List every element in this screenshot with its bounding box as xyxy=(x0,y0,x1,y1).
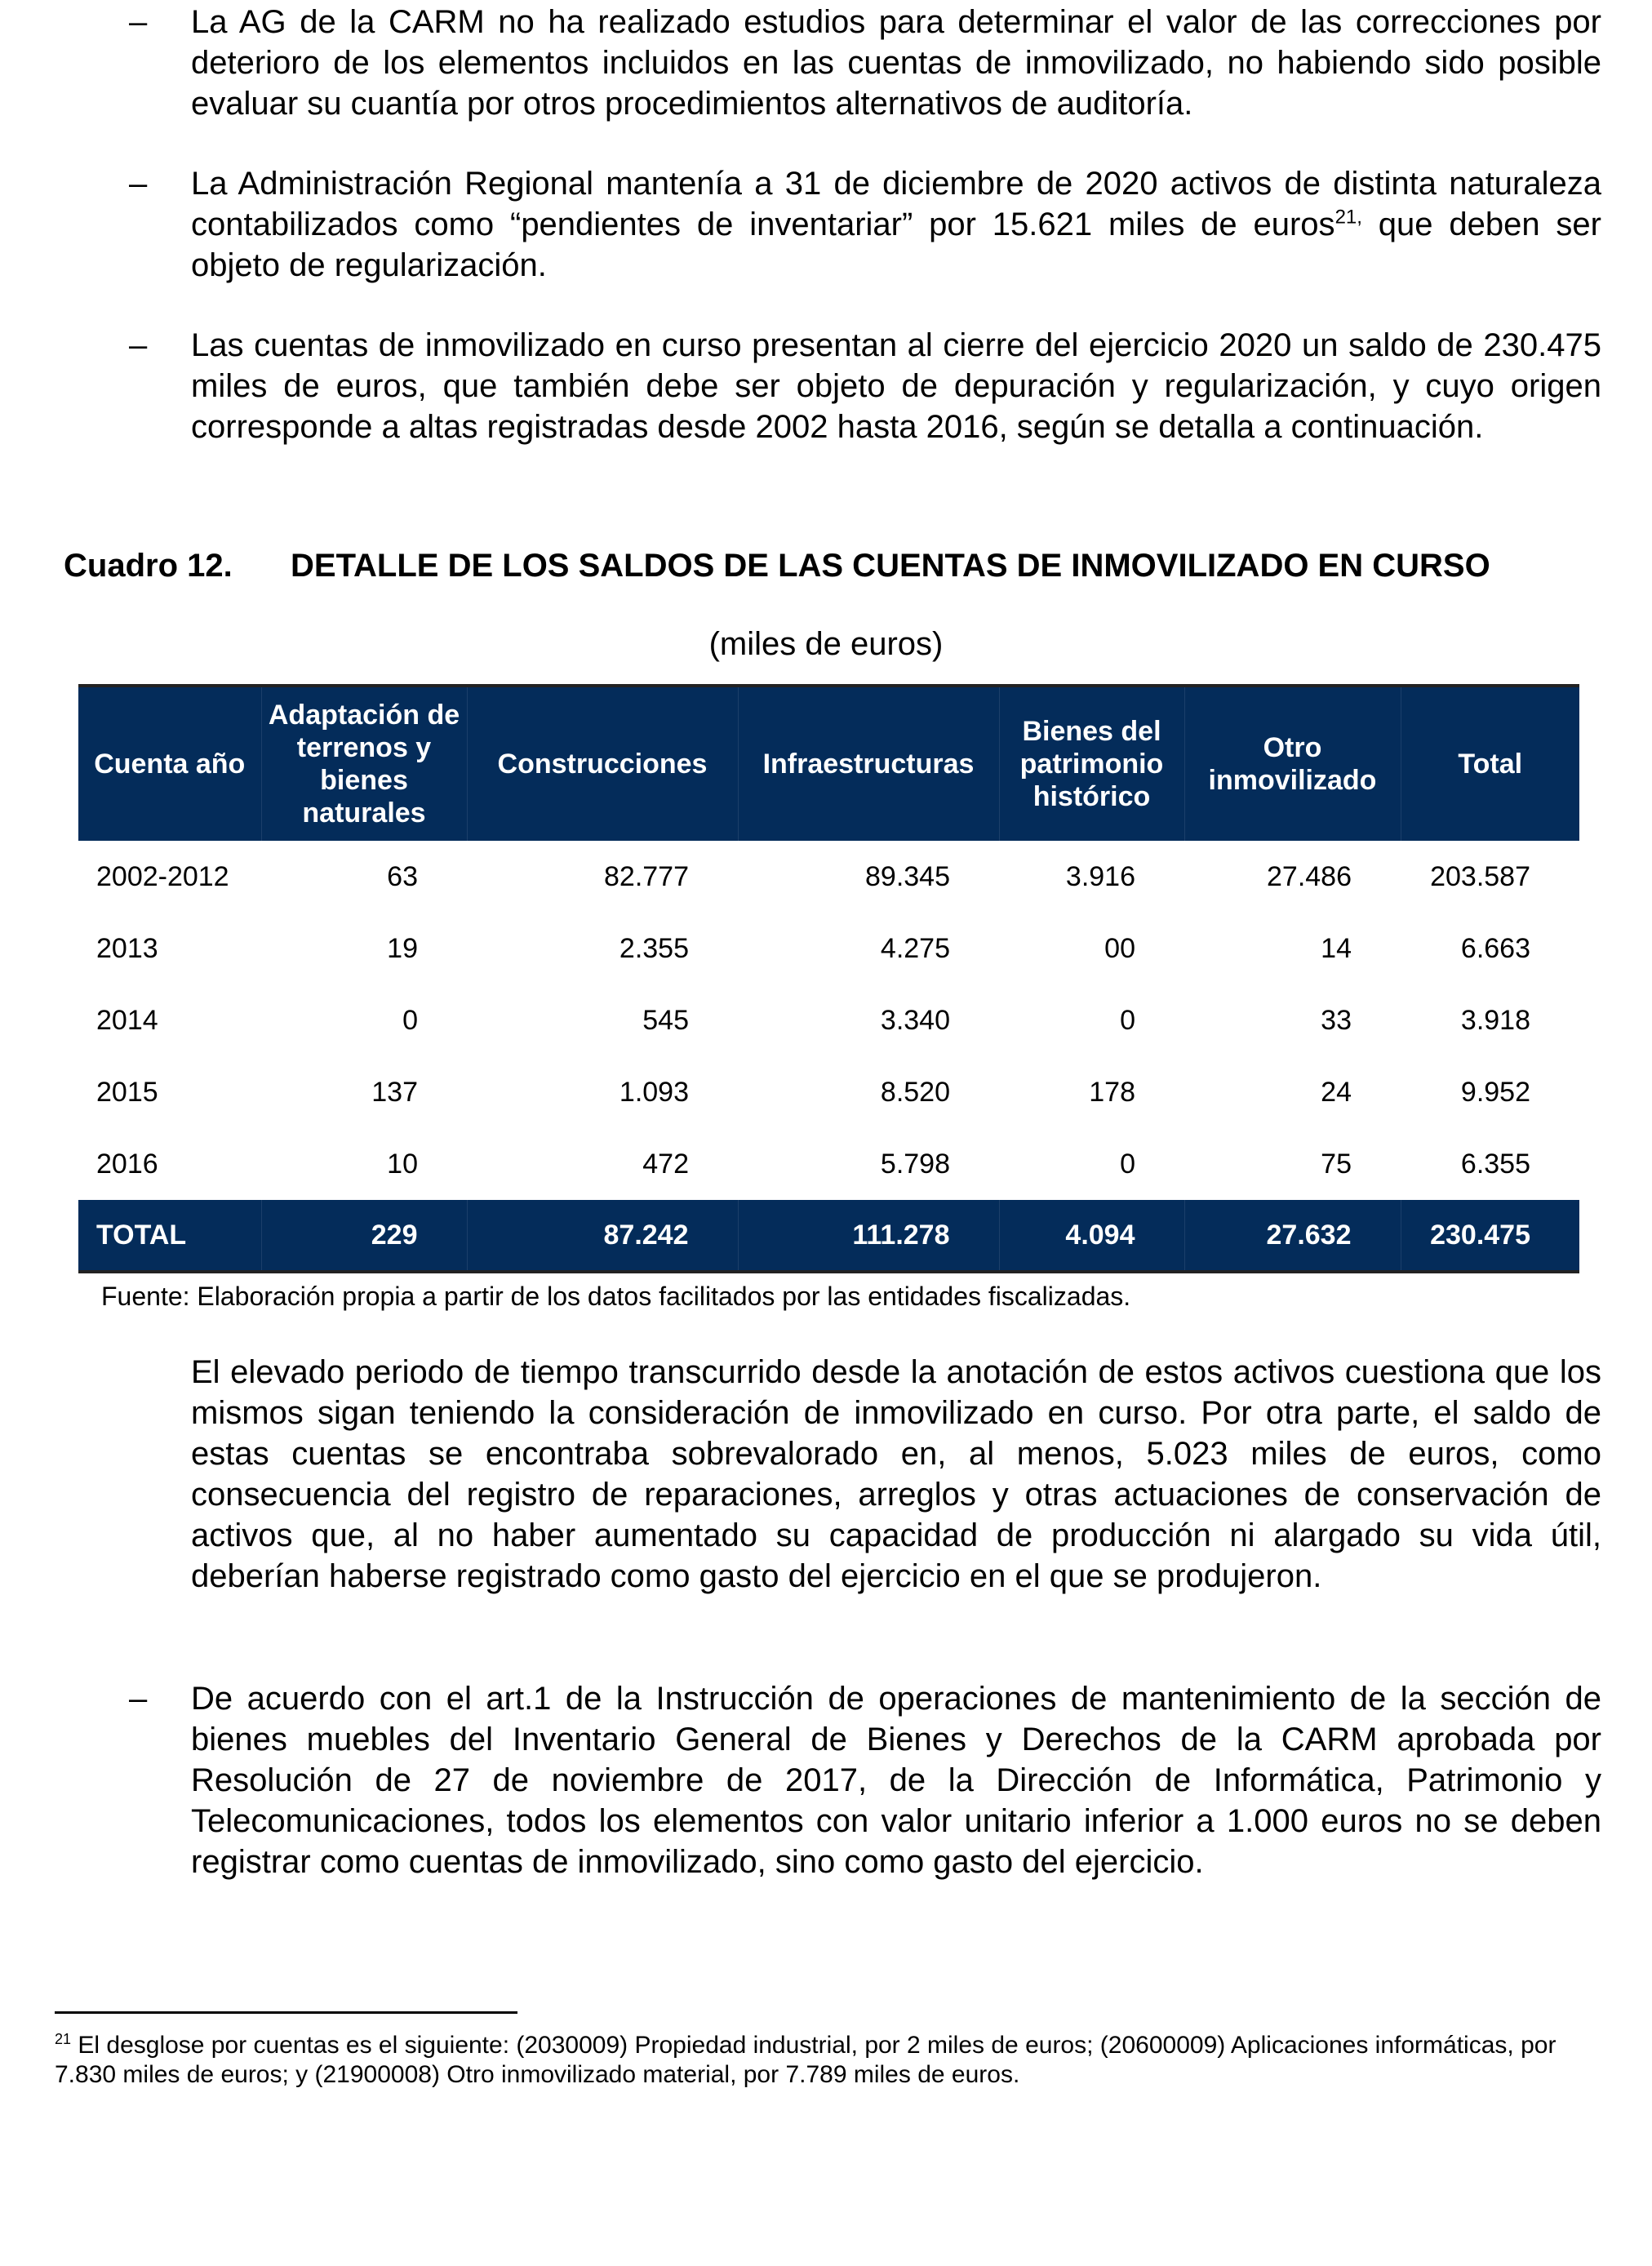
table-title-text: DETALLE DE LOS SALDOS DE LAS CUENTAS DE INMOVILIZADO EN CURSO xyxy=(291,548,1490,584)
table-cell: 137 xyxy=(371,1076,418,1108)
bullet-text: que deben ser objeto de regularización. xyxy=(191,207,1602,283)
table-cell: 19 xyxy=(387,932,418,964)
bullet-paragraph: La AG de la CARM no ha realizado estudios para determinar el valor de las correcciones por deterioro de los elementos incluidos en las cuentas de inmovilizado, no habiendo sido posible evaluar su cuantía por otros procedimientos alternativos de auditoría. xyxy=(191,4,1601,122)
bullet-paragraph xyxy=(191,163,1601,286)
table-units: (miles de euros) xyxy=(708,626,944,662)
table-row xyxy=(78,913,1579,984)
table-cell: 0 xyxy=(402,1004,418,1036)
bullet-dash: – xyxy=(129,1681,148,1717)
table-cell: 6.663 xyxy=(1460,932,1530,964)
total-cell: 4.094 xyxy=(999,1200,1184,1272)
table-row xyxy=(78,1128,1579,1200)
table-cell: 2013 xyxy=(96,932,158,964)
table-cell: 1.093 xyxy=(619,1076,689,1108)
table-cell: 3.916 xyxy=(1065,860,1135,892)
table-cell: 10 xyxy=(387,1148,418,1180)
table-source: Fuente: Elaboración propia a partir de los datos facilitados por las entidades fiscalizadas. xyxy=(101,1282,1131,1311)
total-cell: TOTAL xyxy=(78,1200,261,1272)
column-header: Adaptación de terrenos y bienes naturales xyxy=(261,686,467,841)
table-cell: 2.355 xyxy=(619,932,689,964)
table-total-row xyxy=(78,1200,1579,1272)
table-cell: 0 xyxy=(1120,1148,1135,1180)
footnote-separator xyxy=(55,2011,517,2014)
footnote-number: 21 xyxy=(55,2031,72,2047)
table-cell: 82.777 xyxy=(604,860,689,892)
table-cell: 14 xyxy=(1321,932,1352,964)
bullet-paragraph: De acuerdo con el art.1 de la Instrucción de operaciones de mantenimiento de la sección de bienes muebles del Inventario General de Bienes y Derechos de la CARM aprobada por Resolución de 27 de noviembre de 2017, de la Dirección de Informática, Patrimonio y Telecomunicaciones, todos los elementos con valor unitario inferior a 1.000 euros no se deben registrar como cuentas de inmovilizado, sino como gasto del ejercicio. xyxy=(191,1681,1601,1880)
column-header: Infraestructuras xyxy=(738,686,999,841)
table-cell: 6.355 xyxy=(1460,1148,1530,1180)
table-title xyxy=(64,545,1490,586)
table-cell: 472 xyxy=(642,1148,689,1180)
column-header: Cuenta año xyxy=(78,686,261,841)
column-header: Bienes del patrimonio histórico xyxy=(999,686,1184,841)
table-row xyxy=(78,984,1579,1056)
table-row xyxy=(78,841,1579,913)
bullet-dash: – xyxy=(129,4,148,40)
table-cell: 2015 xyxy=(96,1076,158,1108)
table-cell: 2014 xyxy=(96,1004,158,1036)
table-cell: 203.587 xyxy=(1430,860,1530,892)
table-cell: 3.340 xyxy=(880,1004,950,1036)
footnote xyxy=(55,2031,1601,2090)
table-cell: 178 xyxy=(1089,1076,1135,1108)
column-header: Total xyxy=(1401,686,1579,841)
total-cell: 27.632 xyxy=(1184,1200,1401,1272)
table-cell: 5.798 xyxy=(880,1148,950,1180)
table-cell: 89.345 xyxy=(865,860,950,892)
table-cell: 0 xyxy=(1120,1004,1135,1036)
bullet-dash: – xyxy=(129,327,148,363)
footnote-ref[interactable]: 21, xyxy=(1334,206,1362,229)
table-cell: 24 xyxy=(1321,1076,1352,1108)
table-cell: 3.918 xyxy=(1460,1004,1530,1036)
data-table xyxy=(78,684,1579,1273)
column-header: Construcciones xyxy=(467,686,738,841)
bullet-paragraph: Las cuentas de inmovilizado en curso presentan al cierre del ejercicio 2020 un saldo de 230.475 miles de euros, que también debe ser objeto de depuración y regularización, y cuyo origen corresponde a altas registradas desde 2002 hasta 2016, según se detalla a continuación. xyxy=(191,327,1601,445)
table-cell: 545 xyxy=(642,1004,689,1036)
table-cell: 75 xyxy=(1321,1148,1352,1180)
table-number: Cuadro 12. xyxy=(64,548,233,584)
total-cell: 229 xyxy=(261,1200,467,1272)
table-cell: 4.275 xyxy=(880,932,950,964)
table-cell: 63 xyxy=(387,860,418,892)
table-cell: 8.520 xyxy=(880,1076,950,1108)
bullet-text: La Administración Regional mantenía a 31 de diciembre de 2020 activos de distinta naturaleza contabilizados como “pendientes de inventariar” por 15.621 miles de euros xyxy=(191,166,1601,242)
table-cell: 2016 xyxy=(96,1148,158,1180)
total-cell: 87.242 xyxy=(467,1200,738,1272)
table-header-row xyxy=(78,686,1579,841)
bullet-dash: – xyxy=(129,166,148,202)
table-cell: 00 xyxy=(1104,932,1135,964)
table-cell: 27.486 xyxy=(1267,860,1352,892)
body-paragraph: El elevado periodo de tiempo transcurrido desde la anotación de estos activos cuestiona que los mismos sigan teniendo la consideración de inmovilizado en curso. Por otra parte, el saldo de estas cuentas se encontraba sobrevalorado en, al menos, 5.023 miles de euros, como consecuencia del registro de reparaciones, arreglos y otras actuaciones de conservación de activos que, al no haber aumentado su capacidad de producción ni alargado su vida útil, deberían haberse registrado como gasto del ejercicio en el que se produjeron. xyxy=(191,1354,1601,1594)
table-cell: 9.952 xyxy=(1460,1076,1530,1108)
total-cell: 111.278 xyxy=(738,1200,999,1272)
column-header: Otro inmovilizado xyxy=(1184,686,1401,841)
table-row xyxy=(78,1056,1579,1128)
total-cell: 230.475 xyxy=(1401,1200,1579,1272)
table-cell: 33 xyxy=(1321,1004,1352,1036)
table-cell: 2002-2012 xyxy=(96,860,229,892)
footnote-text: El desglose por cuentas es el siguiente: (2030009) Propiedad industrial, por 2 miles de euros; (20600009) Aplicaciones informáticas, por 7.830 miles de euros; y (21900008) Otro inmovilizado material, por 7.789 miles de euros. xyxy=(55,2032,1557,2088)
